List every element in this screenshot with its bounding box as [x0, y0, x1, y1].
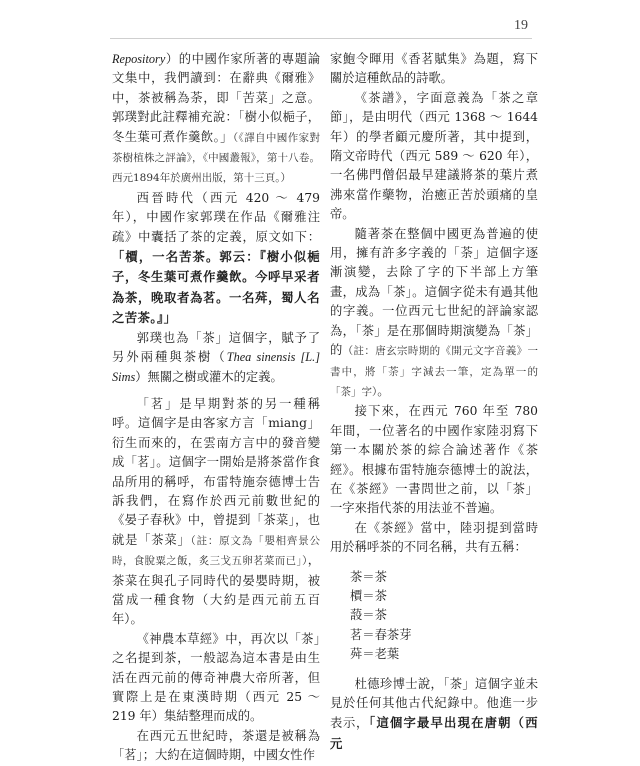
repository-term: Repository: [112, 52, 166, 66]
header-rule: [110, 38, 532, 39]
right-paragraph-3: [330, 225, 538, 403]
tea-name-item: 檟＝茶: [350, 588, 387, 603]
left-paragraph-5: 《神農本草經》中，再次以「茶」之名提到茶，一般認為這本書是由生活在西元前的傳奇神農大帝所著，但實際上是在東漢時期（西元 25 ～ 219 年）集結整理而成的。: [112, 631, 320, 724]
right-paragraph-4: 接下來，在西元 760 年至 780 年間，一位著名的中國作家陸羽寫下第一本關於茶的綜合論述著作《茶經》。根據布雷特施奈德博士的說法，在《茶經》一書問世之前，以「茶」一字來指代茶的用法並不普遍。: [330, 404, 538, 516]
left-column: [112, 50, 320, 766]
left-p4-tail: ，茶菜在與孔子同時代的晏嬰時期，被當成一種食物（大約是西元前五百年）。: [112, 553, 320, 627]
left-p2-text: 西晉時代（西元 420 ～ 479 年），中國作家郭璞在作品《爾雅注疏》中囊括了茶的定義，原文如下：: [112, 190, 320, 244]
left-p1-note: （《譯自中國作家對茶樹植株之評論》，《中國叢報》，第十八卷。西元1894年於廣州出版，第十三頁。）: [112, 131, 320, 185]
thea-sinensis-term: Thea sinensis [L.] Sims: [112, 350, 320, 384]
left-paragraph-2: [112, 189, 320, 329]
left-paragraph-6: 在西元五世紀時，茶還是被稱為「茗」；大約在這個時期，中國女性作: [112, 728, 320, 763]
left-p4-note: （註：原文為「嬰相齊景公時，食脫粟之飯，炙三戈五卵茗菜而已」）: [112, 534, 320, 568]
right-paragraph-6: [330, 675, 538, 755]
right-p6-quote: 「這個字最早出現在唐朝（西元: [330, 715, 538, 751]
right-column: [330, 50, 538, 754]
left-p3-a: 郭璞也為「茶」這個字，賦予了另外兩種與茶樹（: [112, 330, 320, 365]
left-paragraph-4: [112, 395, 320, 630]
left-paragraph-1: [112, 50, 320, 189]
left-p1-text: ）的中國作家所著的專題論文集中，我們讀到：在辭典《爾雅》中，茶被稱為荼，即「苦菜」之意。郭璞對此註釋補充說：「樹小似梔子，冬生葉可煮作羹飲。」: [112, 52, 320, 144]
left-p3-b: ）無關之樹或灌木的定義。: [135, 369, 283, 384]
paragraph-gap: [112, 387, 320, 395]
right-paragraph-1: 家鮑令暉用《香茗賦集》為題，寫下關於這種飲品的詩歌。: [330, 52, 538, 86]
tea-name-item: 茗＝春茶芽: [350, 627, 412, 642]
left-p2-quote: 「檟，一名苦茶。郭云：『樹小似梔子，冬生葉可煮作羹飲。今呼早采者為茶，晚取者為茗。一名荈，蜀人名之苦茶。』」: [112, 249, 320, 326]
right-p3-text: 隨著茶在整個中國更為普遍的使用，擁有許多字義的「荼」這個字逐漸演變，去除了字的下半部上方筆畫，成為「茶」。這個字從未有過其他的字義。一位西元七世紀的評論家認為，「茶」是在那個時期演變為「茶」的: [330, 226, 538, 358]
right-p3-tail: 。: [377, 383, 390, 398]
left-p4-text: 「茗」是早期對茶的另一種稱呼。這個字是由客家方言「miang」衍生而來的，在雲南方言中的發音變成「茗」。這個字一開始是將茶當作食品所用的稱呼，布雷特施奈德博士告訴我們，在寫作於西元前數世紀的《晏子春秋》中，曾提到「茶菜」，也就是「茶菜」: [112, 396, 320, 547]
left-paragraph-3: [112, 329, 320, 387]
right-paragraph-5: 在《茶經》當中，陸羽提到當時用於稱呼茶的不同名稱，共有五稱：: [330, 520, 538, 555]
right-paragraph-2: 《茶譜》，字面意義為「茶之章節」，是由明代（西元 1368 ～ 1644 年）的學者顧元慶所著，其中提到，隋文帝時代（西元 589 ～ 620 年），一名佛門僧侶最早建議將茶的葉片煮沸來當作藥物，治癒正苦於頭痛的皇帝。: [330, 90, 538, 222]
right-p6-text: 杜德珍博士說，「茶」這個字並未見於任何其他古代紀錄中。他進一步表示，: [330, 676, 538, 731]
tea-names-list: [350, 568, 538, 665]
page-number: 19: [514, 18, 528, 33]
tea-name-item: 蔎＝茶: [350, 608, 387, 623]
tea-name-item: 茶＝茶: [350, 569, 387, 584]
tea-name-item: 荈＝老葉: [350, 647, 400, 662]
right-p3-note: （註：唐玄宗時期的《開元文字音義》一書中，將「荼」字減去一筆，定為單一的「茶」字）: [330, 345, 538, 398]
